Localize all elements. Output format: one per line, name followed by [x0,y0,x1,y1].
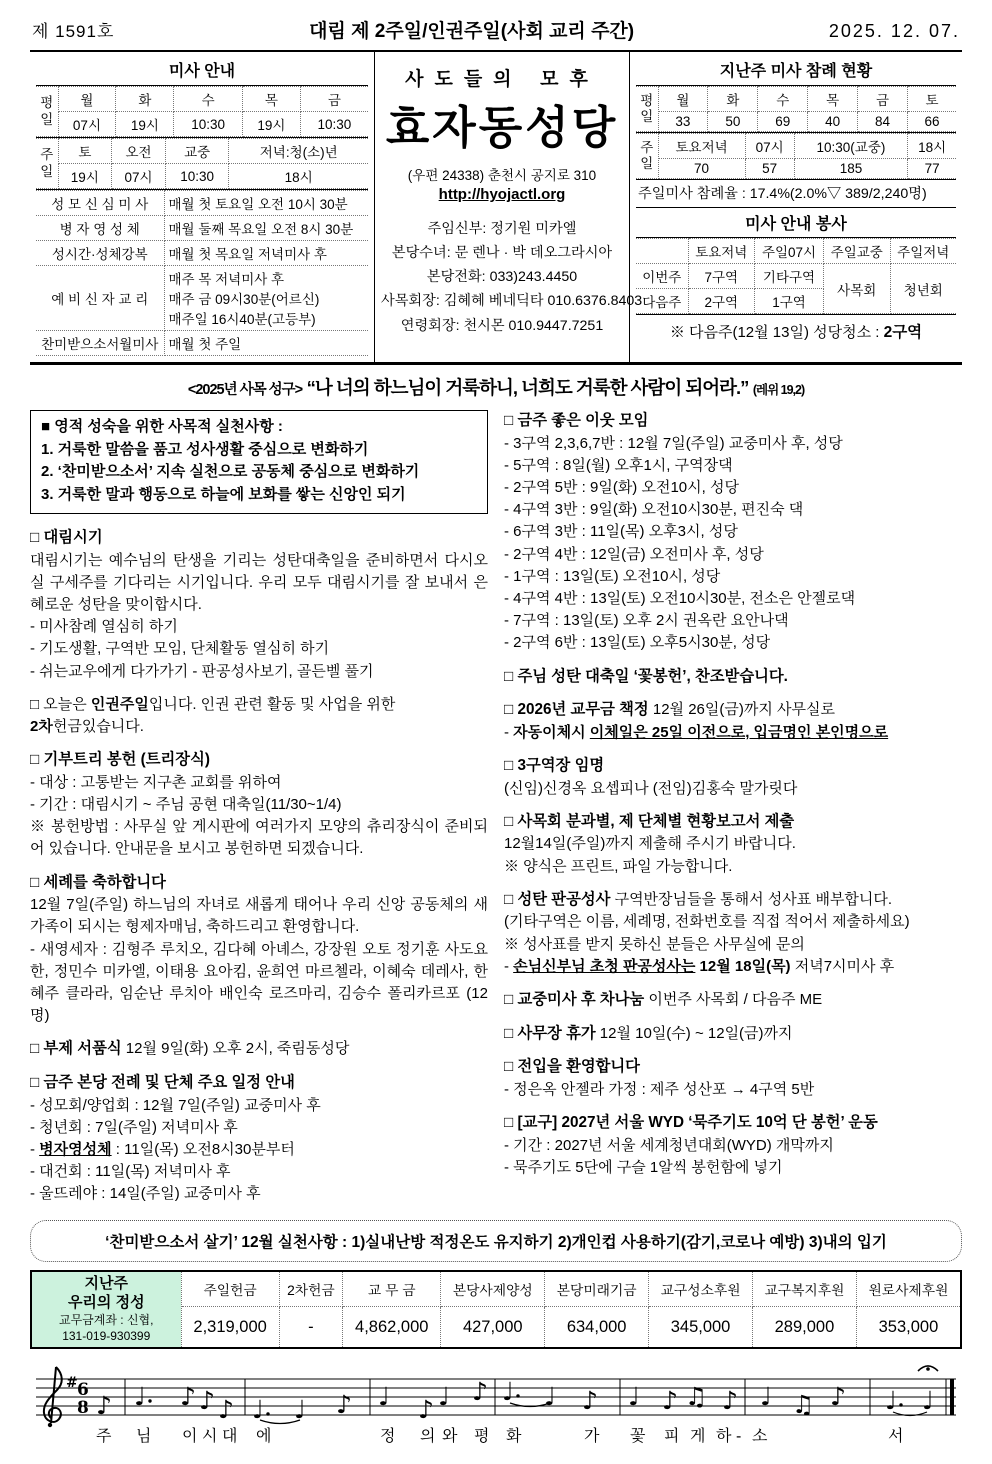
sunday-time: 19시 [58,164,112,189]
list-item: - 기간 : 2027년 서울 세계청년대회(WYD) 개막까지 [504,1136,834,1154]
lyric-syllable: 화 [506,1428,522,1446]
section-wyd: □ [교구] 2027년 서울 WYD ‘묵주기도 10억 단 봉헌’ 운동 - 기간 : 2027년 서울 세계청년대회(WYD) 개막까지 - 묵주기도 5단에 구슬 1알씩 봉헌함에 넣기 [504,1112,962,1179]
note-icon: ♩ [922,1386,934,1416]
weekday-day: 금 [300,87,368,112]
list-item: - 성모회/양업회 : 12월 7일(주일) 교중미사 후 [30,1096,321,1114]
section-welcome: □ 전입을 환영합니다 - 정은옥 안젤라 가정 : 제주 성산포 → 4구역 5반 [504,1058,815,1098]
evening-service: 청년회 [890,264,956,314]
list-item: - 2구역 4반 : 12일(금) 오전미사 후, 성당 [504,545,764,563]
offering-column: 본당사제양성 [441,1271,545,1307]
parish-subtitle: 사도들의 모후 [405,68,599,90]
sunday-col: 교중 [165,139,229,164]
weekday-time: 19시 [116,112,174,137]
note-icon: ♪ [199,1386,215,1416]
body-columns [30,406,962,1216]
right-column [504,410,962,1216]
table-row: 성시간·성체강복 매월 첫 목요일 저녁미사 후 [36,241,368,266]
parish-panel [375,52,643,362]
offering-value: 289,000 [753,1307,857,1348]
note-icon: ♪ [336,1390,352,1420]
weekday-time: 10:30 [300,112,368,137]
weekday-day: 목 [242,87,300,112]
table-row: 예 비 신 자 교 리 매주 목 저녁미사 후 매주 금 09시30분(어르신) 매주일 16시40분(고등부) [36,266,368,331]
lyric-syllable: - [736,1428,742,1446]
list-item: - 1구역 : 13일(토) 오전10시, 성당 [504,567,721,585]
page-title: 대림 제 2주일/인권주일(사회 교리 주간) [309,21,635,42]
list-item: - 2구역 5반 : 9일(화) 오전10시, 성당 [504,479,739,496]
note-icon: ♩ [544,1382,556,1412]
offering-column: 교구성소후원 [649,1271,753,1307]
lyric-syllable: 주 [96,1428,112,1446]
note-icon: ♩ [438,1382,450,1412]
issue-number: 제 1591호 [32,22,115,41]
sunday-time: 18시 [229,164,368,189]
contact-line: 주임신부: 정기원 미카엘 [427,221,577,237]
practice-item: 1. 거룩한 말씀을 품고 성사생활 중심으로 변화하기 [41,440,369,458]
section-gift-tree: □ 기부트리 봉헌 (트리장식) - 대상 : 고통받는 지구촌 교회를 위하여 - 기간 : 대림시기 ~ 주님 공현 대축일(11/30~1/4) ※ 봉헌방법 : 사무실 앞 게시판에 여러가지 모양의 츄리장식이 준비되어 있습니다. 안내문을 보시고 봉헌하면 되겠습니다. [30,749,488,860]
offering-value: 4,862,000 [343,1307,441,1348]
lyric-syllable: 님 [136,1428,152,1446]
offering-column: 주일헌금 [181,1271,279,1307]
list-item: - 4구역 4반 : 13일(토) 오전10시30분, 전소은 안젤로댁 [504,589,856,607]
lyric-syllable: 와 [442,1428,458,1446]
lyric-syllable: 의 [420,1428,436,1446]
weekday-time: 07시 [58,112,116,137]
baptism-names: - 새영세자 : 김형주 루치오, 김다혜 아녜스, 강장원 오토 정기훈 사도요한, 정민수 미카엘, 이태용 요아킴, 윤희연 마르첼라, 이혜숙 데레사, 한혜주 클라라, 임순난 루치아 배인숙 로즈마리, 김승수 폴리카르포 (12명) [30,940,488,1025]
lyric-syllable: 대 [222,1428,238,1446]
weekday-day: 화 [116,87,174,112]
service-title: 미사 안내 봉사 [636,208,956,238]
weekday-time: 10:30 [174,112,243,137]
note-icon: ♪ [830,1382,846,1412]
offering-column: 교 무 금 [343,1271,441,1307]
motto-text: “나 너의 하느님이 거룩하니, 너희도 거룩한 사람이 되어라.” [306,377,749,398]
note-icon: ♪ [180,1382,196,1412]
pastoral-motto [30,365,962,406]
sunday-col: 저녁:청(소)년 [229,139,368,164]
list-item: - 쉬는교우에게 다가가기 - 판공성사보기, 골든벨 풀기 [30,662,374,680]
section-confession: □ 성탄 판공성사 구역반장님들을 통해서 성사표 배부합니다. (기타구역은 이름, 세례명, 전화번호를 직접 적어서 제출하세요) ※ 성사표를 받지 못하신 분들은 사무실에 문의 - 손님신부님 초청 판공성사는 12월 18일(목) 저녁7시미사 후 [504,890,910,975]
section-dues: □ 2026년 교무금 책정 12월 26일(금)까지 사무실로 - 자동이체시 이체일은 25일 이전으로, 입금명인 본인명으로 [504,701,889,741]
attendance-rate: 주일미사 참례율 : 17.4%(2.0%▽ 389/2,240명) [636,180,956,208]
monthly-practice-banner: ‘찬미받으소서 살기’ 12월 실천사항 : 1)실내난방 적정온도 유지하기 2)개인컵 사용하기(감기,코로나 예방) 3)내의 입기 [30,1220,962,1262]
attendance-title: 지난주 미사 참례 현황 [636,56,956,86]
section-flower-offering: □ 주님 성탄 대축일 ‘꽃봉헌’, 찬조받습니다. [504,667,788,685]
section-schedule: □ 금주 본당 전례 및 단체 주요 일정 안내 - 성모회/양업회 : 12월 7일(주일) 교중미사 후 - 청년회 : 7일(주일) 저녁미사 후 - 병자영성체 : 11일(목) 오전8시30분부터 - 대건회 : 11일(목) 저녁미사 후 - 울뜨레야 : 14일(주일) 교중미사 후 [30,1072,488,1206]
left-column [30,410,488,1216]
mass-service-table: 토요저녁 주일07시 주일교중 주일저녁 이번주 7구역 기타구역 사목회 청년회 다음주 2구역 1구역 [636,238,956,314]
lyric-syllable: 정 [380,1428,396,1446]
list-item: - 청년회 : 7일(주일) 저녁미사 후 [30,1118,238,1136]
lyric-syllable: 이 [182,1428,198,1446]
sunday-col: 토 [58,139,112,164]
contact-line: 본당전화: 033)243.4450 [426,269,578,286]
key-signature-sharp: # [66,1375,78,1392]
section-advent: □ 대림시기 대림시기는 예수님의 탄생을 기리는 성탄대축일을 준비하면서 다시오실 구세주를 기다리는 시기입니다. 우리 모두 대림시기를 잘 보내서 은혜로운 성탄을 맞이합시다. - 미사참례 열심히 하기 - 기도생활, 구역반 모임, 단체활동 열심히 하기 - 쉬는교우에게 다가가기 - 판공성사보기, 골든벨 풀기 [30,527,488,683]
list-item: - 3구역 2,3,6,7반 : 12월 7일(주일) 교중미사 후, 성당 [504,434,843,452]
attendance-weekday-table: 평일 월 화 수 목 금 토 33 50 69 40 84 66 [636,86,956,132]
weekday-day: 수 [174,87,243,112]
top-info-section [30,52,962,365]
weekday-label: 평일 [36,87,58,137]
next-week-label: 다음주 [636,289,688,314]
table-row: 찬미받으소서월미사 매월 첫 주일 [36,331,368,356]
list-item: - 병자영성체 : 11일(목) 오전8시30분부터 [30,1140,295,1158]
lyric-syllable: 꽃 [630,1428,646,1446]
fermata-icon [918,1366,938,1371]
lyric-syllable: 평 [474,1428,490,1446]
table-row: 병 자 영 성 체 매월 둘째 목요일 오전 8시 30분 [36,216,368,241]
time-signature-lower: 8 [77,1398,89,1419]
note-icon: ♩ [134,1382,146,1412]
lyric-syllable: 시 [202,1428,218,1446]
gyojung-service: 사목회 [823,264,890,314]
list-item: - 대상 : 고통받는 지구촌 교회를 위하여 [30,773,282,791]
note-icon: ♩ [502,1377,514,1407]
list-item: - 대건회 : 11일(목) 저녁미사 후 [30,1163,231,1181]
practice-item: 2. ‘찬미받으소서’ 지속 실천으로 공동체 중심으로 변화하기 [41,463,420,480]
offering-column: 교구복지후원 [753,1271,857,1307]
note-icon: ♪ [662,1386,678,1416]
offering-label-cell: 지난주 우리의 정성 교무금계좌 : 신협, 131-019-930399 [31,1271,181,1348]
this-week-label: 이번주 [636,264,688,289]
list-item: - 묵주기도 5단에 구슬 1알씩 봉헌함에 넣기 [504,1158,783,1176]
special-mass-table [36,190,368,356]
parish-website-link[interactable]: http://hyojactl.org [438,186,566,203]
section-human-rights: □ 오늘은 인권주일입니다. 인권 관련 활동 및 사업을 위한 2차헌금있습니다. [30,695,396,735]
list-item: - 6구역 3반 : 11일(목) 오후3시, 성당 [504,523,738,541]
lyric-syllable: 에 [256,1428,272,1446]
contact-line: 본당수녀: 문 렌나 · 박 데오그라시아 [391,245,613,262]
section-neighbors: □ 금주 좋은 이웃 모임 - 3구역 2,3,6,7반 : 12월 7일(주일) 교중미사 후, 성당 - 5구역 : 8일(월) 오후1시, 구역장댁 - 2구역 5반 : 9일(화) 오전10시, 성당 - 4구역 3반 : 9일(화) 오전10시30분, 편진숙 댁 - 6구역 3반 : 11일(목) 오후3시, 성당 - 2구역 4반 : 12일(금) 오전미사 후, 성당 - 1구역 : 13일(토) 오전10시, 성당 - 4구역 4반 : 13일(토) 오전10시30분, 전소은 안젤로댁 - 7구역 : 13일(토) 오후 2시 권옥란 요안나댁 - 2구역 6반 : 13일(토) 오후5시30분, 성당 [504,410,962,655]
sunday-label: 주일 [36,139,58,189]
time-signature-upper: 6 [77,1380,89,1401]
list-item: - 5구역 : 8일(월) 오후1시, 구역장댁 [504,456,733,474]
contact-line: 연령회장: 천시몬 010.9447.7251 [400,317,604,334]
attendance-sunday-table: 주일 토요저녁 07시 10:30(교중) 18시 70 57 185 77 [636,133,956,179]
section-baptism: □ 세례를 축하합니다 12월 7일(주일) 하느님의 자녀로 새롭게 태어나 우리 신앙 공동체의 새 가족이 되시는 형제자매님, 축하드리고 환영합니다. - 새영세자 : 김형주 루치오, 김다혜 아녜스, 강장원 오토 정기훈 사도요한, 정민수 미카엘, 이태용 요아킴, 윤희연 마르첼라, 이혜숙 데레사, 한혜주 클라라, 임순난 루치아 배인숙 로즈마리, 김승수 폴리카르포 (12명) [30,872,488,1028]
issue-date: 2025. 12. 07. [828,21,960,41]
note-icon: ♩ [885,1386,897,1416]
lyric-syllable: 게 [690,1428,706,1446]
parish-contacts [381,217,643,338]
section-ordination: □ 부제 서품식 12월 9일(화) 오후 2시, 죽림동성당 [30,1040,350,1058]
list-item: - 7구역 : 13일(토) 오후 2시 권옥란 요안나댁 [504,612,789,630]
section-vacation: □ 사무장 휴가 12월 10일(수) ~ 12일(금)까지 [504,1024,793,1042]
sunday-mass-table [36,138,368,189]
contact-line: 사목회장: 김혜혜 베네딕타 010.6376.8403 [381,293,643,310]
list-item: - 4구역 3반 : 9일(화) 오전10시30분, 편진숙 댁 [504,501,804,519]
list-item: - 2구역 6반 : 13일(토) 오후5시30분, 성당 [504,634,771,652]
offering-column: 원로사제후원 [856,1271,961,1307]
motto-prefix: <2025년 사목 성구> [187,382,303,398]
motto-reference: (레위 19,2) [752,383,805,397]
note-icon: ♩ [294,1395,306,1425]
parish-address: (우편 24338) 춘천시 공지로 310 [407,168,597,183]
lyric-syllable: 소 [752,1428,768,1446]
section-report: □ 사목회 분과별, 제 단체별 현황보고서 제출 12월14일(주일)까지 제출해 주시기 바랍니다. ※ 양식은 프린트, 파일 가능합니다. [504,812,796,875]
sunday-time: 07시 [112,164,166,189]
sunday-col: 오전 [112,139,166,164]
list-item: - 울뜨레야 : 14일(주일) 교중미사 후 [30,1185,261,1203]
note-icon: ♩ [628,1382,640,1412]
music-staff [30,1357,962,1453]
section-tea: □ 교중미사 후 차나눔 이번주 사목회 / 다음주 ME [504,990,823,1008]
weekday-time: 19시 [242,112,300,137]
lyric-syllable: 하 [716,1428,732,1446]
practice-title: ■ 영적 성숙을 위한 사목적 실천사항 : [41,418,283,435]
note-icon: ♪ [472,1377,488,1407]
offering-column: 본당미래기금 [545,1271,649,1307]
note-icon: ♩ [760,1382,772,1412]
parish-name: 효자동성당 [385,101,619,154]
practice-box [30,410,488,514]
lyric-syllable: 가 [584,1428,600,1446]
mass-info-panel [30,52,375,362]
note-icon: ♪ [218,1395,234,1425]
cleaning-notice: ※ 다음주(12월 13일) 성당청소 : 2구역 [669,324,923,341]
offering-value: 634,000 [545,1307,649,1348]
note-icon: ♩ [378,1382,390,1412]
offering-table [30,1270,962,1349]
note-icon: ♫ [685,1382,708,1412]
note-icon: ♩ [252,1395,264,1425]
offering-value: 353,000 [856,1307,961,1348]
offering-value: 427,000 [441,1307,545,1348]
note-icon: ♪ [582,1386,598,1416]
mass-info-title: 미사 안내 [36,56,368,86]
offering-value: - [279,1307,342,1348]
lyric-syllable: 서 [888,1428,904,1446]
weekday-day: 월 [58,87,116,112]
hymn-score [30,1357,962,1458]
sunday-time: 10:30 [165,164,229,189]
offering-value: 345,000 [649,1307,753,1348]
table-row: 성 모 신 심 미 사 매월 첫 토요일 오전 10시 30분 [36,191,368,216]
list-item: - 기도생활, 구역반 모임, 단체활동 열심히 하기 [30,640,330,658]
offering-value: 2,319,000 [181,1307,279,1348]
header-bar [30,10,962,52]
practice-item: 3. 거룩한 말과 행동으로 하늘에 보화를 쌓는 신앙인 되기 [41,485,406,503]
list-item: - 미사참례 열심히 하기 [30,618,178,636]
note-icon: ♪ [418,1395,434,1425]
attendance-panel [630,52,962,362]
offering-column: 2차헌금 [279,1271,342,1307]
weekday-mass-table [36,86,368,137]
list-item: ※ 봉헌방법 : 사무실 앞 게시판에 여러가지 모양의 츄리장식이 준비되어 있습니다. 안내문을 보시고 봉헌하면 되겠습니다. [30,818,488,858]
list-item: - 기간 : 대림시기 ~ 주님 공현 대축일(11/30~1/4) [30,795,342,813]
lyric-syllable: 피 [664,1428,680,1446]
section-leader-appointment: □ 3구역장 임명 (신임)신경옥 요셉피나 (전임)김홍숙 말가릿다 [504,756,798,797]
note-icon: ♪ [96,1391,112,1421]
note-icon: ♪ [722,1386,738,1416]
note-icon: ♫ [792,1390,815,1420]
